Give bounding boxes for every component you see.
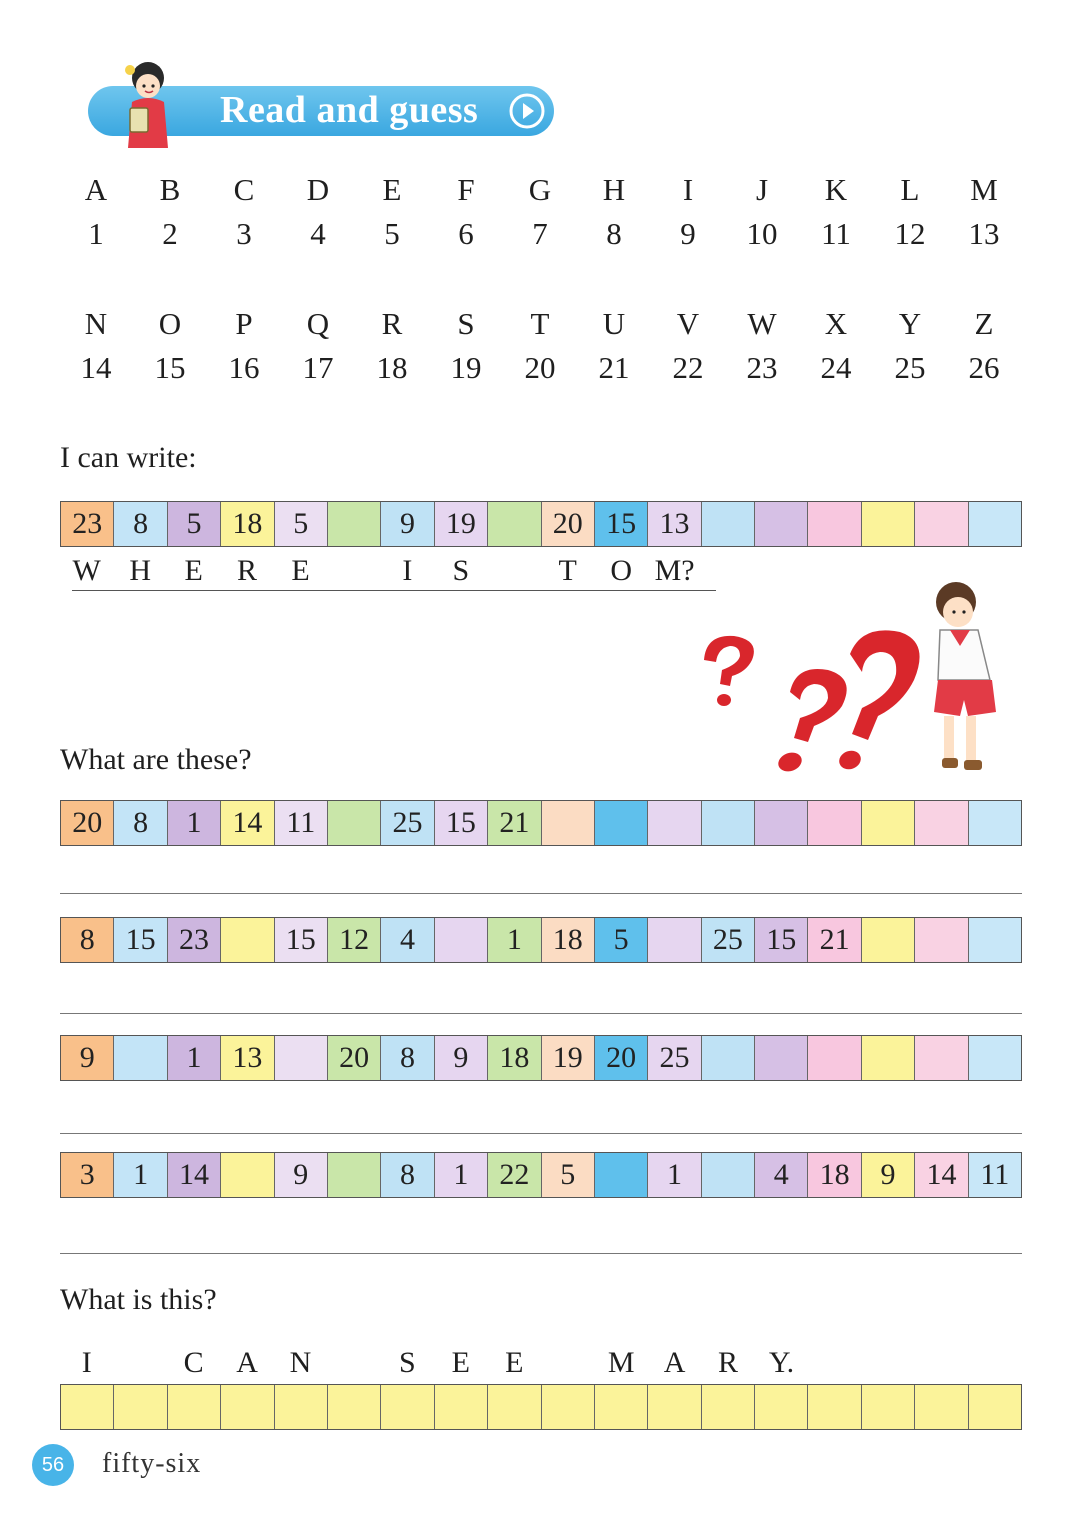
code-cell: 23 [61, 502, 114, 546]
alphabet-cell-g [503, 168, 577, 256]
code-cell [915, 801, 968, 845]
alphabet-number: 7 [532, 216, 548, 251]
example-answer [60, 552, 760, 592]
code-cell[interactable] [542, 1385, 595, 1429]
alphabet-cell-j [725, 168, 799, 256]
alphabet-letter: R [381, 306, 403, 341]
code-cell [808, 801, 861, 845]
alphabet-number: 15 [154, 350, 186, 385]
code-cell[interactable] [328, 1385, 381, 1429]
alphabet-cell-h [577, 168, 651, 256]
code-cell [221, 1153, 274, 1197]
code-cell[interactable] [114, 1385, 167, 1429]
code-cell [488, 502, 541, 546]
alphabet-number: 9 [680, 216, 696, 251]
answer-letter: A [236, 1346, 258, 1379]
alphabet-cell-e [355, 168, 429, 256]
code-cell[interactable] [275, 1385, 328, 1429]
alphabet-letter: T [530, 306, 550, 341]
answer-letter: M [607, 1346, 635, 1379]
alphabet-number: 11 [821, 216, 851, 251]
alphabet-cell-x [799, 302, 873, 390]
code-cell[interactable] [61, 1385, 114, 1429]
alphabet-number: 12 [894, 216, 926, 251]
code-cell[interactable] [915, 1385, 968, 1429]
puzzle-strip-2 [60, 917, 1022, 963]
code-cell: 3 [61, 1153, 114, 1197]
alphabet-cell-t [503, 302, 577, 390]
code-cell: 19 [542, 1036, 595, 1080]
code-cell [915, 502, 968, 546]
code-cell [702, 1153, 755, 1197]
code-cell [755, 1036, 808, 1080]
alphabet-letter: Z [974, 306, 994, 341]
alphabet-number: 14 [80, 350, 112, 385]
answer-letter: C [183, 1346, 204, 1379]
answer-letter: W [72, 554, 101, 587]
code-cell: 19 [435, 502, 488, 546]
answer-letter: R [237, 554, 258, 587]
code-cell[interactable] [755, 1385, 808, 1429]
alphabet-row-a-m [0, 168, 1080, 268]
alphabet-letter: P [235, 306, 253, 341]
code-cell [915, 1036, 968, 1080]
code-cell [542, 801, 595, 845]
code-cell [114, 1036, 167, 1080]
alphabet-cell-k [799, 168, 873, 256]
answer-letter: I [81, 1346, 92, 1379]
code-cell: 1 [435, 1153, 488, 1197]
answer-line-1[interactable] [60, 893, 1022, 894]
code-cell[interactable] [595, 1385, 648, 1429]
alphabet-cell-f [429, 168, 503, 256]
code-cell: 20 [542, 502, 595, 546]
code-cell[interactable] [862, 1385, 915, 1429]
code-cell: 18 [221, 502, 274, 546]
answer-letter: E [184, 554, 203, 587]
code-cell: 15 [114, 918, 167, 962]
code-cell: 25 [702, 918, 755, 962]
code-cell: 5 [275, 502, 328, 546]
answer-letter: A [663, 1346, 686, 1379]
code-cell [595, 801, 648, 845]
code-cell [328, 502, 381, 546]
alphabet-letter: U [602, 306, 626, 341]
code-cell: 9 [275, 1153, 328, 1197]
code-cell: 21 [488, 801, 541, 845]
girl-reading-illustration [108, 60, 192, 150]
code-cell: 14 [915, 1153, 968, 1197]
alphabet-number: 13 [968, 216, 1000, 251]
code-cell: 15 [595, 502, 648, 546]
code-cell [221, 918, 274, 962]
code-cell[interactable] [168, 1385, 221, 1429]
alphabet-letter: Y [898, 306, 922, 341]
code-cell: 20 [595, 1036, 648, 1080]
code-cell [702, 1036, 755, 1080]
boy-thinking-illustration [920, 580, 1010, 780]
answer-letter: T [558, 554, 577, 587]
alphabet-number: 22 [672, 350, 704, 385]
code-cell: 9 [381, 502, 434, 546]
code-cell [969, 1036, 1021, 1080]
alphabet-letter: A [84, 172, 108, 207]
alphabet-number: 10 [746, 216, 778, 251]
code-cell: 14 [168, 1153, 221, 1197]
alphabet-cell-w [725, 302, 799, 390]
puzzle-strip-4 [60, 1152, 1022, 1198]
alphabet-cell-v [651, 302, 725, 390]
code-cell: 4 [755, 1153, 808, 1197]
page-number-badge: 56 [32, 1444, 74, 1486]
code-cell [862, 502, 915, 546]
alphabet-letter: J [755, 172, 769, 207]
alphabet-letter: V [676, 306, 700, 341]
puzzle-strip-1 [60, 800, 1022, 846]
alphabet-letter: C [233, 172, 255, 207]
code-cell [862, 918, 915, 962]
code-cell: 1 [648, 1153, 701, 1197]
alphabet-letter: X [824, 306, 848, 341]
code-cell: 15 [275, 918, 328, 962]
write-heading: I can write: [60, 441, 197, 474]
alphabet-cell-y [873, 302, 947, 390]
code-cell: 20 [61, 801, 114, 845]
alphabet-cell-m [947, 168, 1021, 256]
alphabet-row-n-z [0, 302, 1080, 402]
alphabet-letter: S [457, 306, 475, 341]
code-cell: 8 [114, 502, 167, 546]
code-cell [648, 801, 701, 845]
code-cell: 9 [435, 1036, 488, 1080]
answer-letter: R [718, 1346, 739, 1379]
page-number-word: fifty-six [102, 1448, 202, 1479]
code-cell[interactable] [969, 1385, 1021, 1429]
code-cell [702, 502, 755, 546]
code-cell: 8 [381, 1153, 434, 1197]
alphabet-letter: F [457, 172, 475, 207]
code-cell: 18 [488, 1036, 541, 1080]
code-cell [755, 801, 808, 845]
answer-line-4[interactable] [60, 1253, 1022, 1254]
alphabet-cell-d [281, 168, 355, 256]
answer-letter: O [610, 554, 632, 587]
answer-letter: H [129, 554, 151, 587]
alphabet-cell-p [207, 302, 281, 390]
alphabet-number: 1 [88, 216, 104, 251]
alphabet-cell-a [59, 168, 133, 256]
code-cell [808, 1036, 861, 1080]
code-cell[interactable] [648, 1385, 701, 1429]
play-arrow-icon [508, 92, 546, 130]
alphabet-letter: H [602, 172, 626, 207]
answer-letter: E [505, 1346, 524, 1379]
alphabet-number: 4 [310, 216, 326, 251]
alphabet-letter: B [159, 172, 181, 207]
code-cell: 12 [328, 918, 381, 962]
code-cell: 22 [488, 1153, 541, 1197]
code-cell: 9 [862, 1153, 915, 1197]
code-cell: 1 [114, 1153, 167, 1197]
alphabet-number: 20 [524, 350, 556, 385]
alphabet-cell-o [133, 302, 207, 390]
alphabet-number: 16 [228, 350, 260, 385]
alphabet-number: 17 [302, 350, 334, 385]
code-cell: 23 [168, 918, 221, 962]
code-cell[interactable] [702, 1385, 755, 1429]
alphabet-letter: I [682, 172, 694, 207]
alphabet-number: 3 [236, 216, 252, 251]
code-cell [755, 502, 808, 546]
answer-letter: E [291, 554, 310, 587]
code-cell: 5 [542, 1153, 595, 1197]
alphabet-letter: N [84, 306, 108, 341]
example-underline [72, 590, 716, 591]
answer-letter: S [452, 554, 470, 587]
alphabet-cell-q [281, 302, 355, 390]
code-cell [702, 801, 755, 845]
answer-line-2[interactable] [60, 1013, 1022, 1014]
alphabet-number: 5 [384, 216, 400, 251]
code-cell: 18 [542, 918, 595, 962]
alphabet-number: 2 [162, 216, 178, 251]
code-cell [969, 502, 1021, 546]
alphabet-letter: D [306, 172, 330, 207]
code-cell: 25 [648, 1036, 701, 1080]
alphabet-cell-i [651, 168, 725, 256]
alphabet-number: 8 [606, 216, 622, 251]
code-cell [862, 801, 915, 845]
code-cell [328, 1153, 381, 1197]
these-heading: What are these? [60, 743, 252, 776]
alphabet-cell-r [355, 302, 429, 390]
alphabet-number: 19 [450, 350, 482, 385]
alphabet-number: 6 [458, 216, 474, 251]
alphabet-cell-n [59, 302, 133, 390]
code-cell [969, 918, 1021, 962]
code-cell [915, 918, 968, 962]
code-cell: 14 [221, 801, 274, 845]
alphabet-number: 18 [376, 350, 408, 385]
alphabet-letter: Q [306, 306, 330, 341]
code-cell [648, 918, 701, 962]
code-cell: 4 [381, 918, 434, 962]
code-cell: 11 [969, 1153, 1021, 1197]
code-cell [808, 502, 861, 546]
code-cell: 20 [328, 1036, 381, 1080]
this-heading: What is this? [60, 1283, 217, 1316]
banner-title: Read and guess [220, 89, 479, 131]
code-cell: 1 [168, 801, 221, 845]
code-cell [435, 918, 488, 962]
code-cell: 9 [61, 1036, 114, 1080]
code-cell [328, 801, 381, 845]
alphabet-letter: M [970, 172, 998, 207]
answer-letter: I [402, 554, 413, 587]
alphabet-number: 23 [746, 350, 778, 385]
code-cell: 13 [221, 1036, 274, 1080]
alphabet-letter: L [900, 172, 920, 207]
code-cell [275, 1036, 328, 1080]
code-cell: 1 [168, 1036, 221, 1080]
alphabet-number: 26 [968, 350, 1000, 385]
alphabet-cell-z [947, 302, 1021, 390]
alphabet-letter: O [158, 306, 182, 341]
alphabet-letter: K [824, 172, 848, 207]
alphabet-cell-l [873, 168, 947, 256]
code-cell: 8 [61, 918, 114, 962]
answer-letter: M? [654, 554, 695, 587]
alphabet-cell-s [429, 302, 503, 390]
code-cell [595, 1153, 648, 1197]
code-cell: 8 [114, 801, 167, 845]
final-sentence-letters [60, 1344, 1022, 1384]
final-code-strip[interactable] [60, 1384, 1022, 1430]
answer-letter: E [451, 1346, 470, 1379]
code-cell: 18 [808, 1153, 861, 1197]
answer-line-3[interactable] [60, 1133, 1022, 1134]
code-cell: 1 [488, 918, 541, 962]
alphabet-cell-b [133, 168, 207, 256]
code-cell: 8 [381, 1036, 434, 1080]
alphabet-cell-u [577, 302, 651, 390]
alphabet-number: 21 [598, 350, 630, 385]
code-cell[interactable] [381, 1385, 434, 1429]
code-cell[interactable] [808, 1385, 861, 1429]
alphabet-letter: G [528, 172, 552, 207]
code-cell [862, 1036, 915, 1080]
code-cell: 5 [168, 502, 221, 546]
alphabet-letter: E [382, 172, 402, 207]
answer-letter: N [289, 1346, 312, 1379]
answer-letter: Y. [768, 1346, 795, 1379]
alphabet-cell-c [207, 168, 281, 256]
alphabet-letter: W [747, 306, 777, 341]
example-code-strip [60, 501, 1022, 547]
code-cell: 11 [275, 801, 328, 845]
code-cell: 15 [435, 801, 488, 845]
alphabet-number: 24 [820, 350, 852, 385]
answer-letter: S [399, 1346, 416, 1379]
code-cell[interactable] [221, 1385, 274, 1429]
question-marks-illustration [690, 620, 930, 790]
code-cell: 25 [381, 801, 434, 845]
code-cell[interactable] [435, 1385, 488, 1429]
code-cell: 13 [648, 502, 701, 546]
code-cell: 15 [755, 918, 808, 962]
alphabet-number: 25 [894, 350, 926, 385]
code-cell: 5 [595, 918, 648, 962]
puzzle-strip-3 [60, 1035, 1022, 1081]
code-cell: 21 [808, 918, 861, 962]
code-cell[interactable] [488, 1385, 541, 1429]
code-cell [969, 801, 1021, 845]
